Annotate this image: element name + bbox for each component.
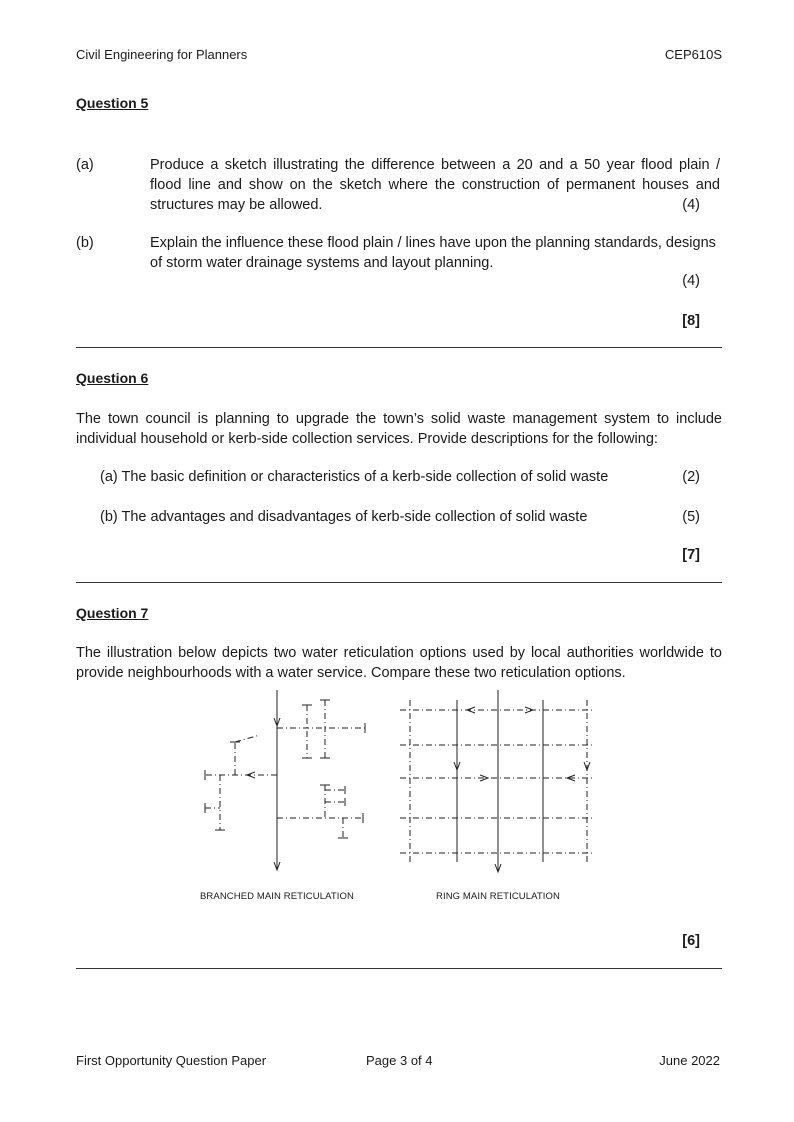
q6-a-text: (a) The basic definition or characteristics of a kerb-side collection of solid waste (100, 469, 609, 485)
q5-a-label: (a) (76, 157, 94, 173)
divider (76, 582, 722, 583)
footer-page-number: Page 3 of 4 (366, 1053, 433, 1068)
caption-branched: BRANCHED MAIN RETICULATION (200, 891, 354, 902)
q6-intro: The town council is planning to upgrade the town’s solid waste management system to include individual household or kerb-side collection services. Provide descriptions for the following: (76, 411, 722, 447)
q5-b-marks: (4) (682, 273, 700, 289)
divider (76, 968, 722, 969)
q6-b-marks: (5) (682, 509, 700, 525)
q6-b-text: (b) The advantages and disadvantages of kerb-side collection of solid waste (100, 509, 588, 525)
q5-a-text: Produce a sketch illustrating the difference between a 20 and a 50 year flood plain / flood line and show on the sketch where the construction of permanent houses and structures may be allowed. (150, 157, 720, 213)
q5-b-text: Explain the influence these flood plain / lines have upon the planning standards, designs of storm water drainage systems and layout planning. (150, 235, 716, 271)
q6-a-marks: (2) (682, 469, 700, 485)
footer-left: First Opportunity Question Paper (76, 1053, 267, 1068)
ring-main-diagram (395, 690, 600, 875)
question-6-title: Question 6 (76, 370, 149, 386)
q5-a-marks: (4) (682, 197, 700, 213)
q6-total: [7] (682, 547, 700, 563)
header-right: CEP610S (664, 47, 722, 62)
footer-right: June 2022 (659, 1053, 720, 1068)
question-7-title: Question 7 (76, 605, 149, 621)
question-5-title: Question 5 (76, 95, 149, 111)
q7-total: [6] (682, 933, 700, 949)
caption-ring: RING MAIN RETICULATION (436, 891, 560, 902)
divider (76, 347, 722, 348)
header-left: Civil Engineering for Planners (76, 47, 248, 62)
q7-intro: The illustration below depicts two water reticulation options used by local authorities worldwide to provide neighbourhoods with a water service. Compare these two reticulation options. (76, 645, 722, 681)
q5-b-label: (b) (76, 235, 94, 251)
branched-main-diagram (195, 690, 375, 875)
q5-total: [8] (682, 313, 700, 329)
